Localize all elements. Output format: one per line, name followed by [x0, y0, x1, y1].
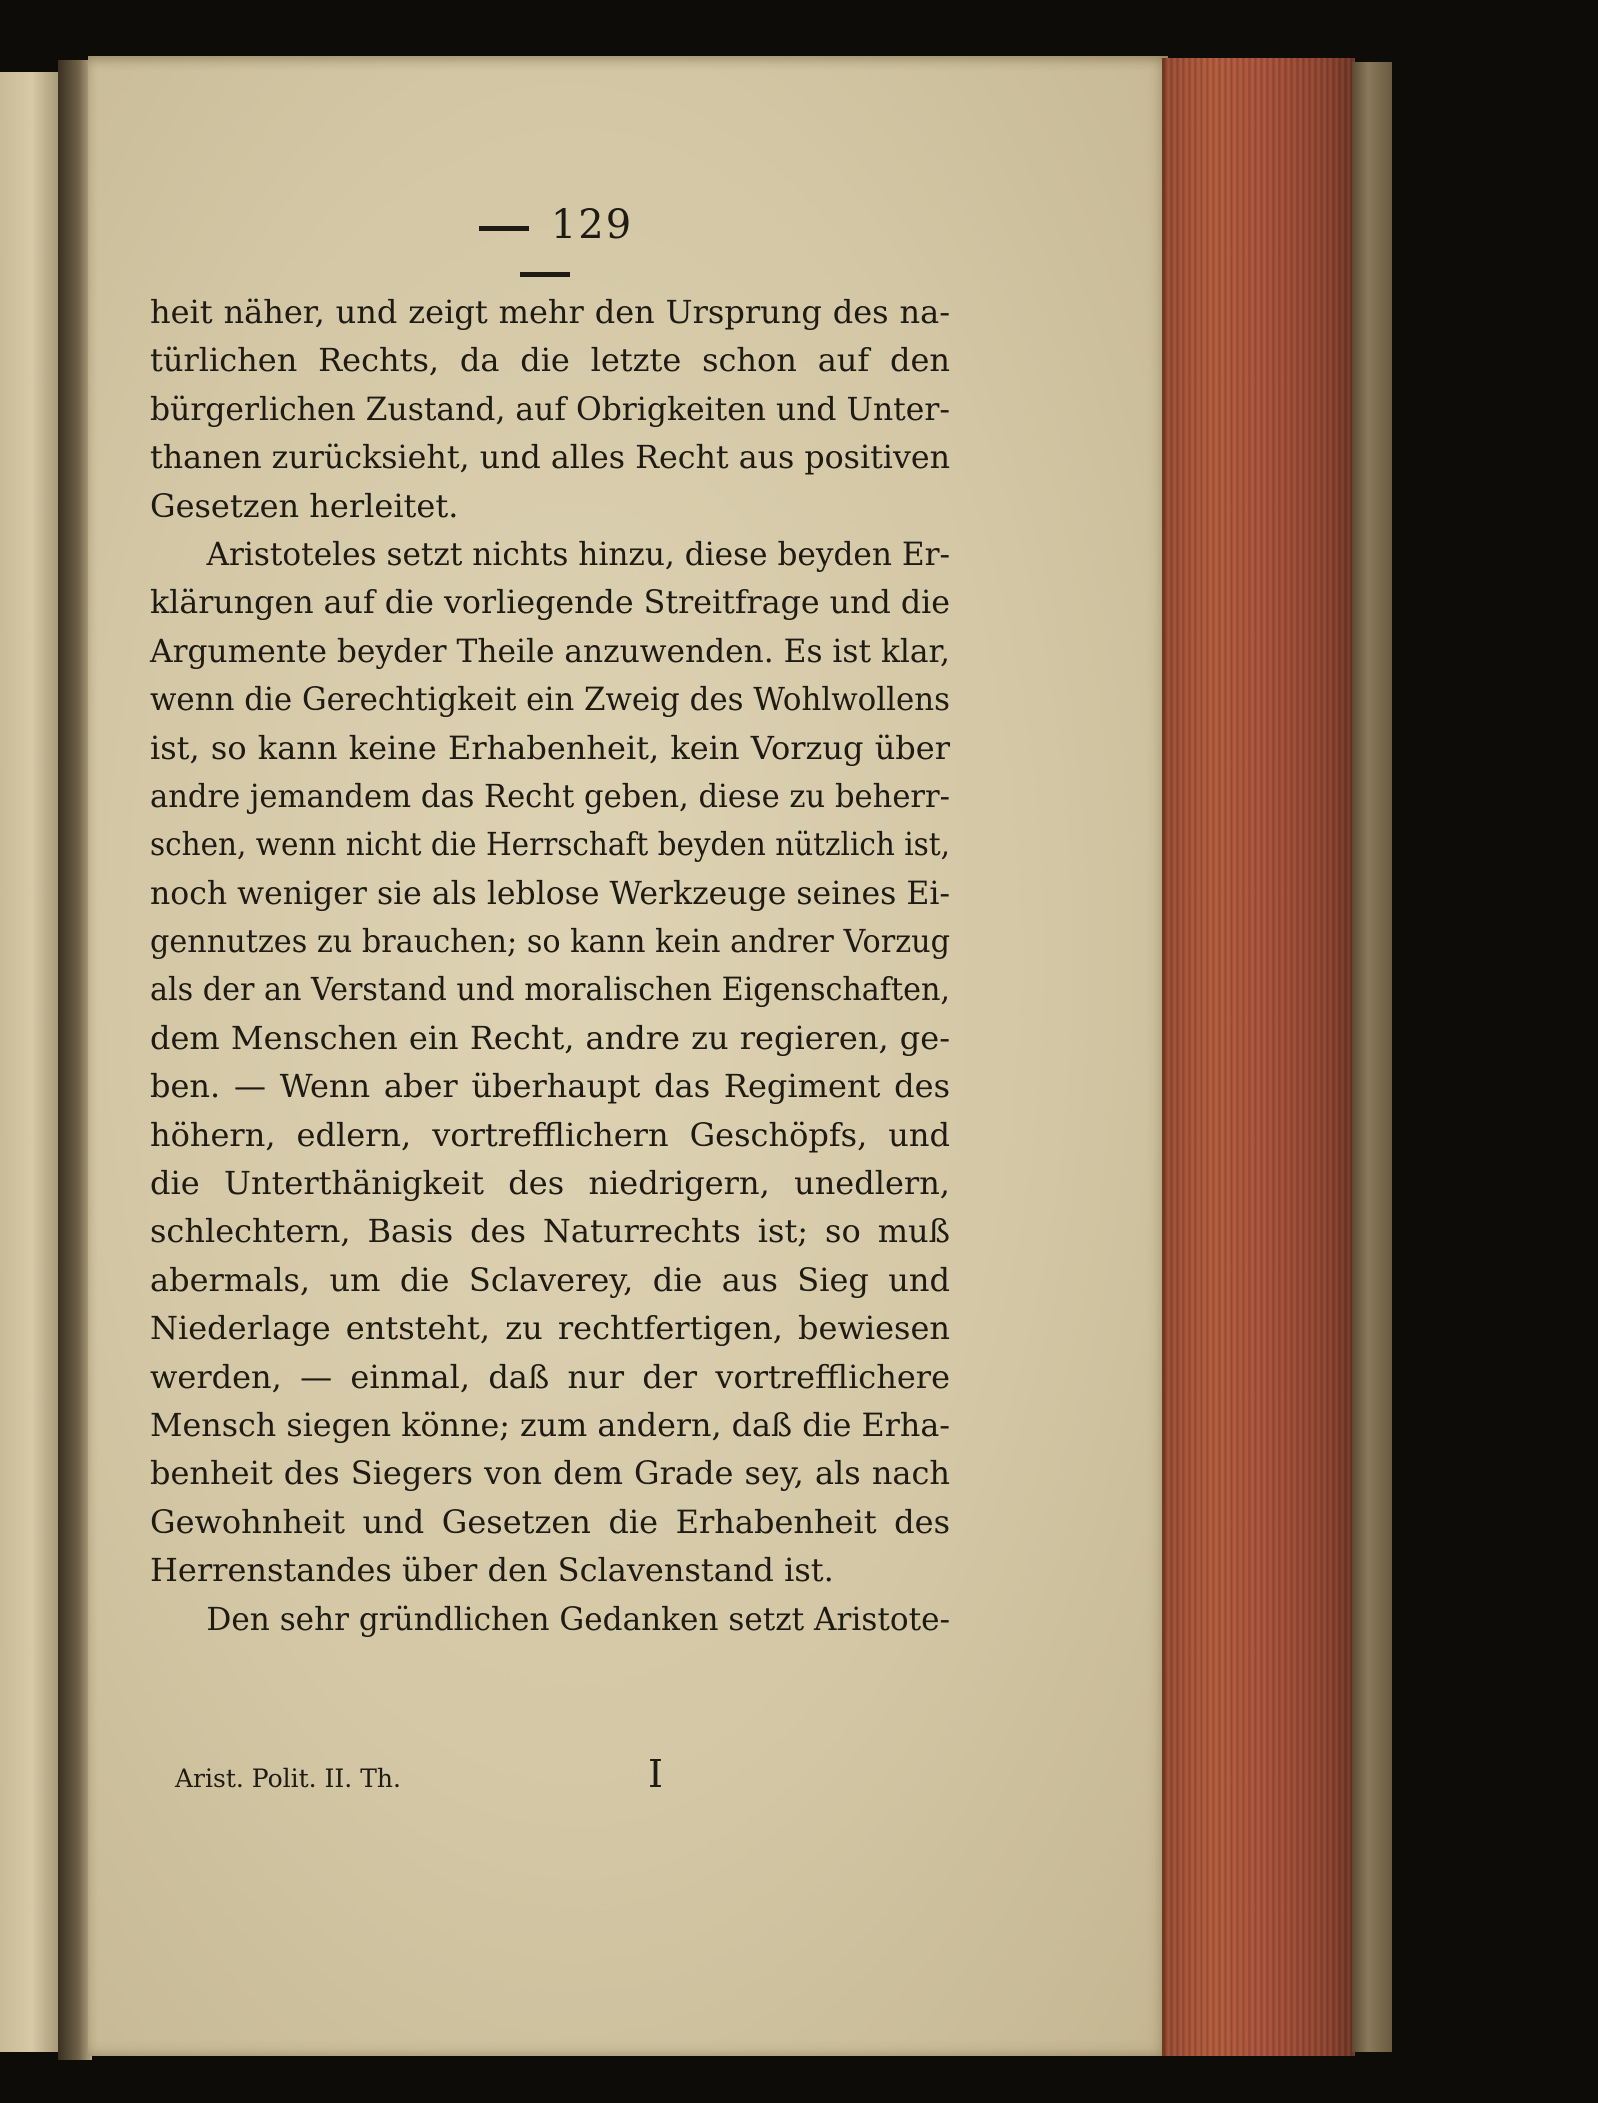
text-line-content: gennutzes zu brauchen; so kann kein andrer Vorzug [150, 922, 950, 961]
text-line-content: benheit des Siegers von dem Grade sey, als nach [150, 1454, 951, 1493]
text-line [150, 627, 950, 675]
text-line [150, 869, 950, 917]
signature-mark: I [648, 1752, 664, 1796]
text-line [150, 1449, 950, 1497]
text-line [150, 578, 950, 626]
text-line-content: die Unterthänigkeit des niedrigern, unedlern, [150, 1164, 950, 1203]
header-dash-left [479, 226, 529, 231]
red-page-edges [1162, 58, 1355, 2056]
text-line [150, 1595, 950, 1643]
text-line [150, 965, 950, 1013]
text-line [150, 1111, 950, 1159]
page-number: 129 [550, 202, 634, 248]
text-line-content: Argumente beyder Theile anzuwenden. Es ist klar, [150, 631, 950, 670]
text-line-content: Gesetzen herleitet. [150, 486, 459, 525]
text-line-content: ist, so kann keine Erhabenheit, kein Vorzug über [150, 728, 951, 767]
text-line-content: wenn die Gerechtigkeit ein Zweig des Wohlwollens [150, 680, 950, 719]
text-line-content: schlechtern, Basis des Naturrechts ist; so muß [150, 1212, 951, 1251]
left-page-edge [0, 72, 60, 2052]
text-line [150, 433, 950, 481]
text-line-content: Herrenstandes über den Sclavenstand ist. [150, 1551, 834, 1590]
text-line [150, 1304, 950, 1352]
text-line-content: Aristoteles setzt nichts hinzu, diese beyden Er- [206, 534, 951, 573]
text-line-content: heit näher, und zeigt mehr den Ursprung des na- [150, 293, 951, 331]
text-line-content: ben. — Wenn aber überhaupt das Regiment des [150, 1067, 950, 1106]
text-line-content: abermals, um die Sclaverey, die aus Sieg und [150, 1260, 950, 1299]
text-line-content: Niederlage entsteht, zu rechtfertigen, bewiesen [150, 1309, 950, 1348]
book-gutter [58, 60, 92, 2060]
text-line [150, 1256, 950, 1304]
text-line-content: Den sehr gründlichen Gedanken setzt Aristote- [206, 1599, 950, 1638]
text-line [150, 1207, 950, 1255]
text-line [150, 336, 950, 384]
text-line [150, 530, 950, 578]
text-line [150, 1062, 950, 1110]
page-footer [175, 1752, 975, 1802]
book-cover-edge [1352, 62, 1392, 2052]
text-line [150, 917, 950, 965]
text-line [150, 1353, 950, 1401]
text-line [150, 385, 950, 433]
text-line-content: schen, wenn nicht die Herrschaft beyden nützlich ist, [150, 825, 951, 864]
text-line-content: Mensch siegen könne; zum andern, daß die Erha- [150, 1405, 950, 1444]
text-line [150, 288, 950, 336]
header-dash-right [520, 272, 570, 277]
text-line-content: dem Menschen ein Recht, andre zu regieren, ge- [150, 1018, 951, 1057]
text-line-content: andre jemandem das Recht geben, diese zu beherr- [150, 776, 950, 815]
text-line [150, 1159, 950, 1207]
text-line [150, 1546, 950, 1594]
text-line-content: türlichen Rechts, da die letzte schon auf den [150, 341, 951, 380]
text-line [150, 1498, 950, 1546]
text-line-content: als der an Verstand und moralischen Eigenschaften, [150, 970, 951, 1009]
text-line-content: klärungen auf die vorliegende Streitfrage und die [150, 583, 950, 622]
text-line-content: werden, — einmal, daß nur der vortrefflichere [150, 1357, 951, 1396]
text-line-content: bürgerlichen Zustand, auf Obrigkeiten und Unter- [150, 389, 950, 428]
body-text [150, 288, 950, 1643]
text-line [150, 482, 950, 530]
text-line-content: noch weniger sie als leblose Werkzeuge seines Ei- [150, 873, 951, 912]
text-line-content: Gewohnheit und Gesetzen die Erhabenheit des [150, 1502, 951, 1541]
text-line [150, 1401, 950, 1449]
text-line-content: thanen zurücksieht, und alles Recht aus positiven [150, 438, 951, 477]
text-line [150, 772, 950, 820]
text-line-content: höhern, edlern, vortrefflichern Geschöpfs, und [150, 1115, 950, 1154]
page-number-header [415, 202, 675, 294]
text-line [150, 820, 950, 868]
text-line [150, 724, 950, 772]
text-line [150, 675, 950, 723]
text-line [150, 1014, 950, 1062]
footer-note: Arist. Polit. II. Th. [175, 1764, 401, 1793]
